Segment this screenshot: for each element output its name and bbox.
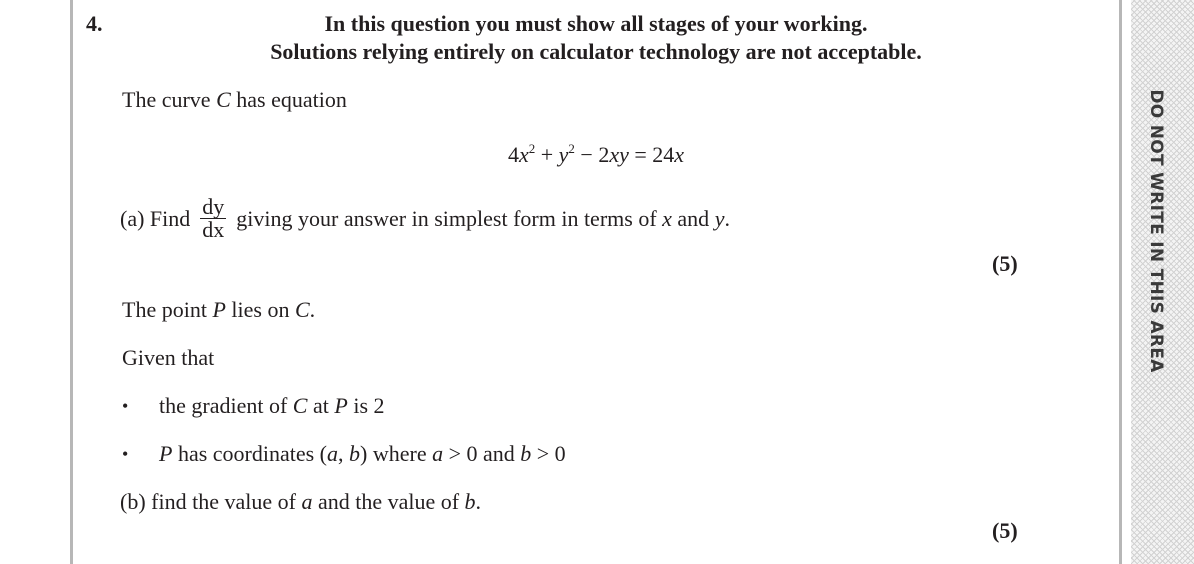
instruction-line-2: Solutions relying entirely on calculator technology are not acceptable. xyxy=(270,39,922,64)
do-not-write-label: DO NOT WRITE IN THIS AREA xyxy=(1146,89,1166,373)
curve-equation: $4x^2 + y^2 - 2xy = 24x$ xyxy=(507,141,685,167)
bullet-2: • xyxy=(122,444,129,464)
given-that: Given that xyxy=(122,345,215,370)
part-b-marks: (5) xyxy=(992,518,1018,543)
condition-gradient: the gradient of C at P is 2 xyxy=(159,393,385,418)
bullet-1: • xyxy=(122,396,129,416)
part-a-marks: (5) xyxy=(992,251,1018,276)
part-a xyxy=(120,196,730,241)
fraction-denominator: dx xyxy=(202,217,225,242)
part-b: (b) find the value of a and the value of b. xyxy=(120,489,482,514)
instruction-line-1: In this question you must show all stages of your working. xyxy=(324,11,868,36)
dy-dx-fraction xyxy=(200,196,226,241)
fraction-numerator: dy xyxy=(202,194,225,219)
condition-coordinates: P has coordinates (a, b) where a > 0 and b > 0 xyxy=(159,441,566,466)
part-a-text: giving your answer in simplest form in terms of x and y. xyxy=(236,205,730,231)
question-number: 4. xyxy=(86,11,103,36)
right-margin-rule xyxy=(1119,0,1122,564)
left-margin-rule xyxy=(70,0,73,564)
point-statement: The point P lies on C. xyxy=(122,297,316,322)
curve-intro: The curve C has equation xyxy=(122,87,347,112)
part-a-label: (a) Find xyxy=(120,205,191,231)
